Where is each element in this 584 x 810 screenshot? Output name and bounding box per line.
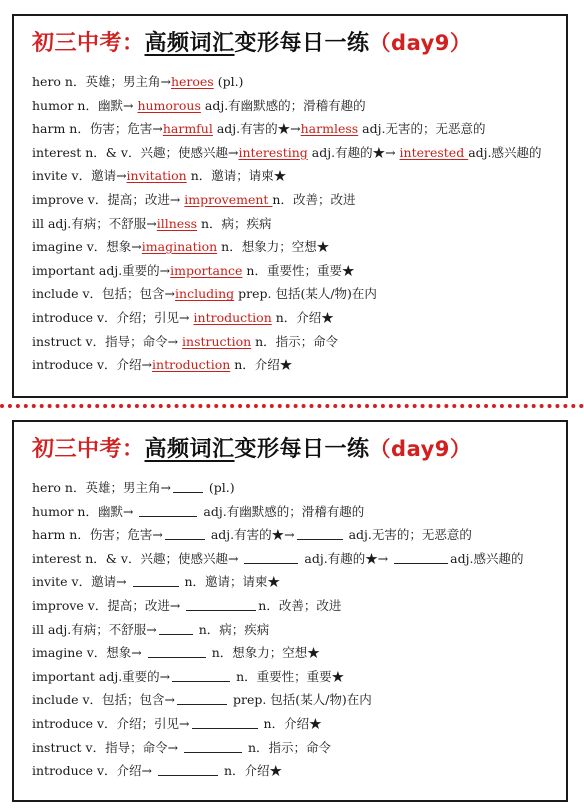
- answer-blank[interactable]: [177, 692, 227, 705]
- line-text: humor n．幽默→: [32, 97, 138, 113]
- title-day: （day9）: [369, 31, 472, 55]
- exercise-line: [32, 547, 550, 571]
- line-text: prep. 包括(某人/物)在内: [234, 286, 377, 302]
- answer-word: imagination: [141, 239, 218, 255]
- line-text: improve v．提高；改进→: [32, 597, 185, 613]
- answer-line: [32, 330, 550, 354]
- line-text: n．邀请；请柬★: [186, 168, 287, 184]
- line-text: introduce v．介绍→: [32, 763, 157, 779]
- answer-blank[interactable]: [394, 551, 448, 564]
- line-text: ill adj.有病；不舒服→: [32, 621, 157, 637]
- exercise-line: [32, 570, 550, 594]
- answer-blank[interactable]: [192, 716, 258, 729]
- exercise-line: [32, 641, 550, 665]
- line-text: instruct v．指导；命令→: [32, 739, 183, 755]
- line-text: adj.感兴趣的: [450, 550, 524, 566]
- line-text: n．介绍★: [230, 357, 293, 373]
- exercise-line: [32, 523, 550, 547]
- line-text: invite v．邀请→: [32, 168, 127, 184]
- line-text: introduce v．介绍；引见→: [32, 309, 194, 325]
- line-text: adj.无害的；无恶意的: [358, 121, 486, 137]
- line-text: important adj.重要的→: [32, 668, 171, 684]
- answer-blank[interactable]: [133, 574, 179, 587]
- answer-blank[interactable]: [297, 527, 343, 540]
- title-underlined: 高频词汇: [144, 31, 235, 56]
- line-text: invite v．邀请→: [32, 574, 131, 590]
- line-text: introduce v．介绍→: [32, 357, 153, 373]
- line-text: n．邀请；请柬★: [180, 574, 281, 590]
- exercise-line: [32, 618, 550, 642]
- title-day: （day9）: [369, 437, 472, 461]
- line-text: adj.有趣的★→: [307, 144, 400, 160]
- dotted-divider: [0, 404, 584, 408]
- answer-blank[interactable]: [184, 740, 242, 753]
- line-text: n．病；疾病: [197, 215, 272, 231]
- line-text: introduce v．介绍；引见→: [32, 715, 190, 731]
- exercise-line: [32, 476, 550, 500]
- answer-lines: [32, 70, 550, 377]
- line-text: adj.有幽默感的；滑稽有趣的: [199, 503, 365, 519]
- answer-word: interesting: [238, 144, 308, 160]
- answer-blank[interactable]: [158, 763, 218, 776]
- answer-word: illness: [156, 215, 198, 231]
- answer-line: [32, 94, 550, 118]
- answer-line: [32, 353, 550, 377]
- line-text: ill adj.有病；不舒服→: [32, 215, 157, 231]
- line-text: imagine v．想象→: [32, 645, 146, 661]
- worksheet-title: [32, 428, 550, 470]
- blank-worksheet: [12, 420, 568, 802]
- answer-word: heroes: [170, 74, 214, 89]
- title-suffix: 变形每日一练: [234, 437, 370, 462]
- line-text: n．重要性；重要★: [242, 262, 355, 278]
- line-text: interest n．& v．兴趣；使感兴趣→: [32, 550, 243, 566]
- answer-blank[interactable]: [165, 527, 205, 540]
- answer-word: improvement: [184, 191, 273, 207]
- exercise-line: [32, 712, 550, 736]
- line-text: improve v．提高；改进→: [32, 191, 185, 207]
- answer-word: humorous: [137, 97, 201, 113]
- answer-blank[interactable]: [186, 598, 256, 611]
- answer-blank[interactable]: [244, 551, 298, 564]
- line-text: adj.有害的★→: [206, 527, 295, 543]
- line-text: instruct v．指导；命令→: [32, 333, 183, 349]
- line-text: adj.有害的★→: [212, 121, 301, 137]
- exercise-line: [32, 594, 550, 618]
- answer-line: [32, 188, 550, 212]
- answer-blank[interactable]: [139, 504, 197, 517]
- line-text: adj.有趣的★→: [300, 550, 393, 566]
- line-text: humor n．幽默→: [32, 503, 138, 519]
- line-text: interest n．& v．兴趣；使感兴趣→: [32, 144, 239, 160]
- line-text: adj.感兴趣的: [468, 144, 542, 160]
- answer-word: invitation: [126, 168, 187, 184]
- line-text: n．想象力；空想★: [207, 645, 320, 661]
- answer-line: [32, 306, 550, 330]
- line-text: important adj.重要的→: [32, 262, 171, 278]
- line-text: n．改善；改进: [272, 191, 356, 207]
- answer-word: importance: [170, 262, 243, 278]
- answer-line: [32, 259, 550, 283]
- answer-word: introduction: [193, 309, 272, 325]
- line-text: n．指示；命令: [244, 739, 332, 755]
- line-text: n．介绍★: [220, 763, 283, 779]
- answer-word: harmful: [162, 121, 213, 137]
- answer-word: instruction: [182, 333, 252, 349]
- answer-word: introduction: [152, 357, 231, 373]
- line-text: n．重要性；重要★: [232, 668, 345, 684]
- blank-lines: [32, 476, 550, 783]
- exercise-line: [32, 688, 550, 712]
- title-underlined: 高频词汇: [144, 437, 235, 462]
- line-text: adj.有幽默感的；滑稽有趣的: [200, 97, 366, 113]
- line-text: n．病；疾病: [194, 621, 270, 637]
- answer-worksheet: [12, 14, 568, 398]
- answer-line: [32, 117, 550, 141]
- answer-line: [32, 235, 550, 259]
- line-text: (pl.): [204, 480, 235, 495]
- answer-blank[interactable]: [159, 622, 193, 635]
- answer-line: [32, 70, 550, 94]
- exercise-line: [32, 500, 550, 524]
- line-text: harm n．伤害；危害→: [32, 527, 163, 543]
- line-text: include v．包括；包含→: [32, 692, 176, 708]
- line-text: hero n．英雄；男主角→: [32, 74, 171, 89]
- answer-word: including: [175, 286, 235, 302]
- title-prefix: 初三中考：: [32, 437, 145, 462]
- exercise-line: [32, 665, 550, 689]
- answer-blank[interactable]: [172, 669, 230, 682]
- line-text: imagine v．想象→: [32, 239, 142, 255]
- answer-line: [32, 164, 550, 188]
- line-text: n．改善；改进: [258, 597, 342, 613]
- exercise-line: [32, 736, 550, 760]
- title-prefix: 初三中考：: [32, 31, 145, 56]
- worksheet-title: [32, 22, 550, 64]
- answer-line: [32, 212, 550, 236]
- line-text: n．介绍★: [271, 309, 334, 325]
- answer-word: harmless: [300, 121, 359, 137]
- line-text: harm n．伤害；危害→: [32, 121, 163, 137]
- line-text: hero n．英雄；男主角→: [32, 480, 171, 495]
- line-text: prep. 包括(某人/物)在内: [229, 692, 372, 708]
- line-text: include v．包括；包含→: [32, 286, 176, 302]
- line-text: (pl.): [213, 74, 244, 89]
- answer-blank[interactable]: [173, 480, 203, 493]
- exercise-line: [32, 759, 550, 783]
- line-text: n．想象力；空想★: [217, 239, 330, 255]
- answer-line: [32, 282, 550, 306]
- line-text: n．指示；命令: [251, 333, 339, 349]
- line-text: n．介绍★: [259, 715, 322, 731]
- answer-blank[interactable]: [148, 645, 206, 658]
- answer-line: [32, 141, 550, 165]
- title-suffix: 变形每日一练: [234, 31, 370, 56]
- line-text: adj.无害的；无恶意的: [344, 527, 472, 543]
- answer-word: interested: [399, 144, 469, 160]
